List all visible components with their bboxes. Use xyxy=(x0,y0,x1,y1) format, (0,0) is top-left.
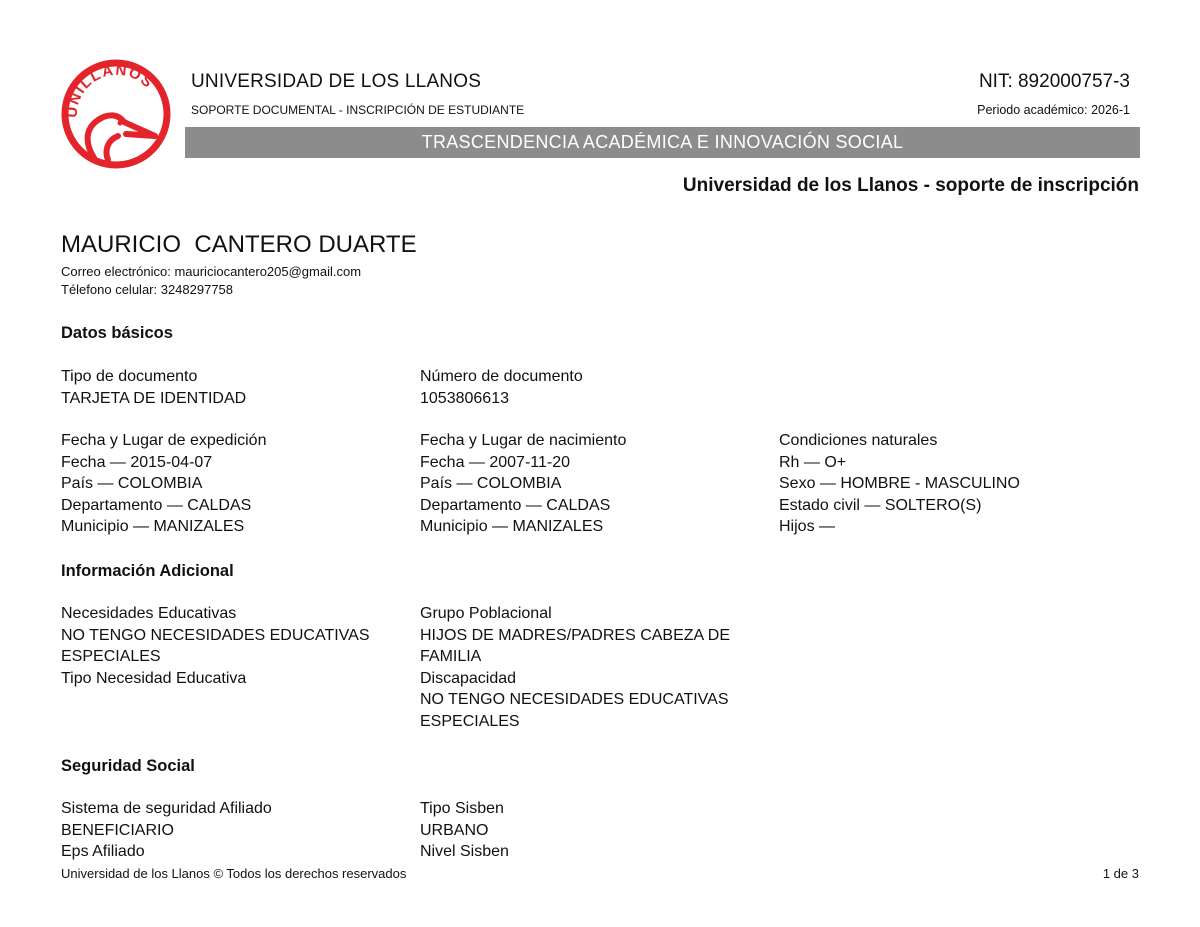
field-label: Tipo de documento xyxy=(61,368,198,385)
field-label: Grupo Poblacional xyxy=(420,605,552,622)
heron-eye xyxy=(118,121,123,126)
field-label: Fecha y Lugar de expedición xyxy=(61,432,267,449)
grupo-poblacional-block xyxy=(420,603,730,732)
field-value: Departamento — CALDAS xyxy=(420,496,611,514)
field-value: Rh — O+ xyxy=(779,453,847,471)
field-label: Necesidades Educativas xyxy=(61,605,237,622)
field-value: TARJETA DE IDENTIDAD xyxy=(61,389,247,407)
field-value: Sexo — HOMBRE - MASCULINO xyxy=(779,475,1020,492)
field-value: NO TENGO NECESIDADES EDUCATIVAS xyxy=(61,626,370,644)
field-label: Discapacidad xyxy=(420,669,517,687)
field-value: ESPECIALES xyxy=(61,648,161,665)
field-value: HIJOS DE MADRES/PADRES CABEZA DE xyxy=(420,626,730,644)
motto-banner xyxy=(185,127,1140,158)
expedicion-block xyxy=(61,430,266,538)
student-email: Correo electrónico: mauriciocantero205@gmail.com xyxy=(61,264,362,279)
document-title: Universidad de los Llanos - soporte de inscripción xyxy=(682,175,1139,196)
field-value: Fecha — 2007-11-20 xyxy=(420,453,571,471)
section-title-datos-basicos: Datos básicos xyxy=(61,324,173,342)
field-value: ESPECIALES xyxy=(420,712,520,730)
document-subtitle: SOPORTE DOCUMENTAL - INSCRIPCIÓN DE ESTUDIANTE xyxy=(191,103,525,117)
field-label: Tipo Sisben xyxy=(420,800,504,817)
field-label: Tipo Necesidad Educativa xyxy=(61,669,247,687)
numero-documento-block xyxy=(420,366,583,409)
section-title-seguridad-social: Seguridad Social xyxy=(61,757,195,775)
tipo-documento-block xyxy=(61,366,246,409)
student-name: MAURICIO CANTERO DUARTE xyxy=(61,231,417,258)
field-value: Hijos — xyxy=(779,518,836,535)
field-label: Condiciones naturales xyxy=(779,432,938,449)
field-label: Fecha y Lugar de nacimiento xyxy=(420,432,627,449)
field-value: Municipio — MANIZALES xyxy=(61,518,245,535)
page-number: 1 de 3 xyxy=(1102,866,1139,881)
field-value: 1053806613 xyxy=(420,389,509,407)
nacimiento-block xyxy=(420,430,626,538)
field-value: Municipio — MANIZALES xyxy=(420,518,604,535)
field-value: FAMILIA xyxy=(420,648,482,665)
seguridad-block xyxy=(61,798,272,863)
student-phone: Télefono celular: 3248297758 xyxy=(61,282,234,297)
section-title-informacion-adicional: Información Adicional xyxy=(61,562,234,580)
field-value: País — COLOMBIA xyxy=(420,475,562,492)
academic-period: Periodo académico: 2026-1 xyxy=(977,103,1130,117)
field-value: Fecha — 2015-04-07 xyxy=(61,453,213,471)
field-value: Estado civil — SOLTERO(S) xyxy=(779,496,982,514)
field-value: NO TENGO NECESIDADES EDUCATIVAS xyxy=(420,691,729,708)
field-label: Eps Afiliado xyxy=(61,843,145,860)
field-value: Departamento — CALDAS xyxy=(61,496,252,514)
nit-number: NIT: 892000757-3 xyxy=(978,71,1130,92)
unillanos-logo xyxy=(60,56,172,172)
footer-copyright: Universidad de los Llanos © Todos los derechos reservados xyxy=(61,866,407,881)
field-label: Sistema de seguridad Afiliado xyxy=(61,800,272,817)
field-value: País — COLOMBIA xyxy=(61,475,203,492)
university-name: UNIVERSIDAD DE LOS LLANOS xyxy=(191,71,482,92)
logo-text: UNILLANOS xyxy=(63,61,157,119)
sisben-block xyxy=(420,798,509,863)
condiciones-block xyxy=(779,430,1020,538)
field-label: Nivel Sisben xyxy=(420,843,509,860)
svg-text:UNILLANOS xyxy=(64,62,157,119)
field-label: Número de documento xyxy=(420,368,583,385)
field-value: BENEFICIARIO xyxy=(61,821,174,839)
motto-text: TRASCENDENCIA ACADÉMICA E INNOVACIÓN SOCIAL xyxy=(421,132,904,152)
field-value: URBANO xyxy=(420,821,489,839)
necesidades-block xyxy=(61,603,370,689)
